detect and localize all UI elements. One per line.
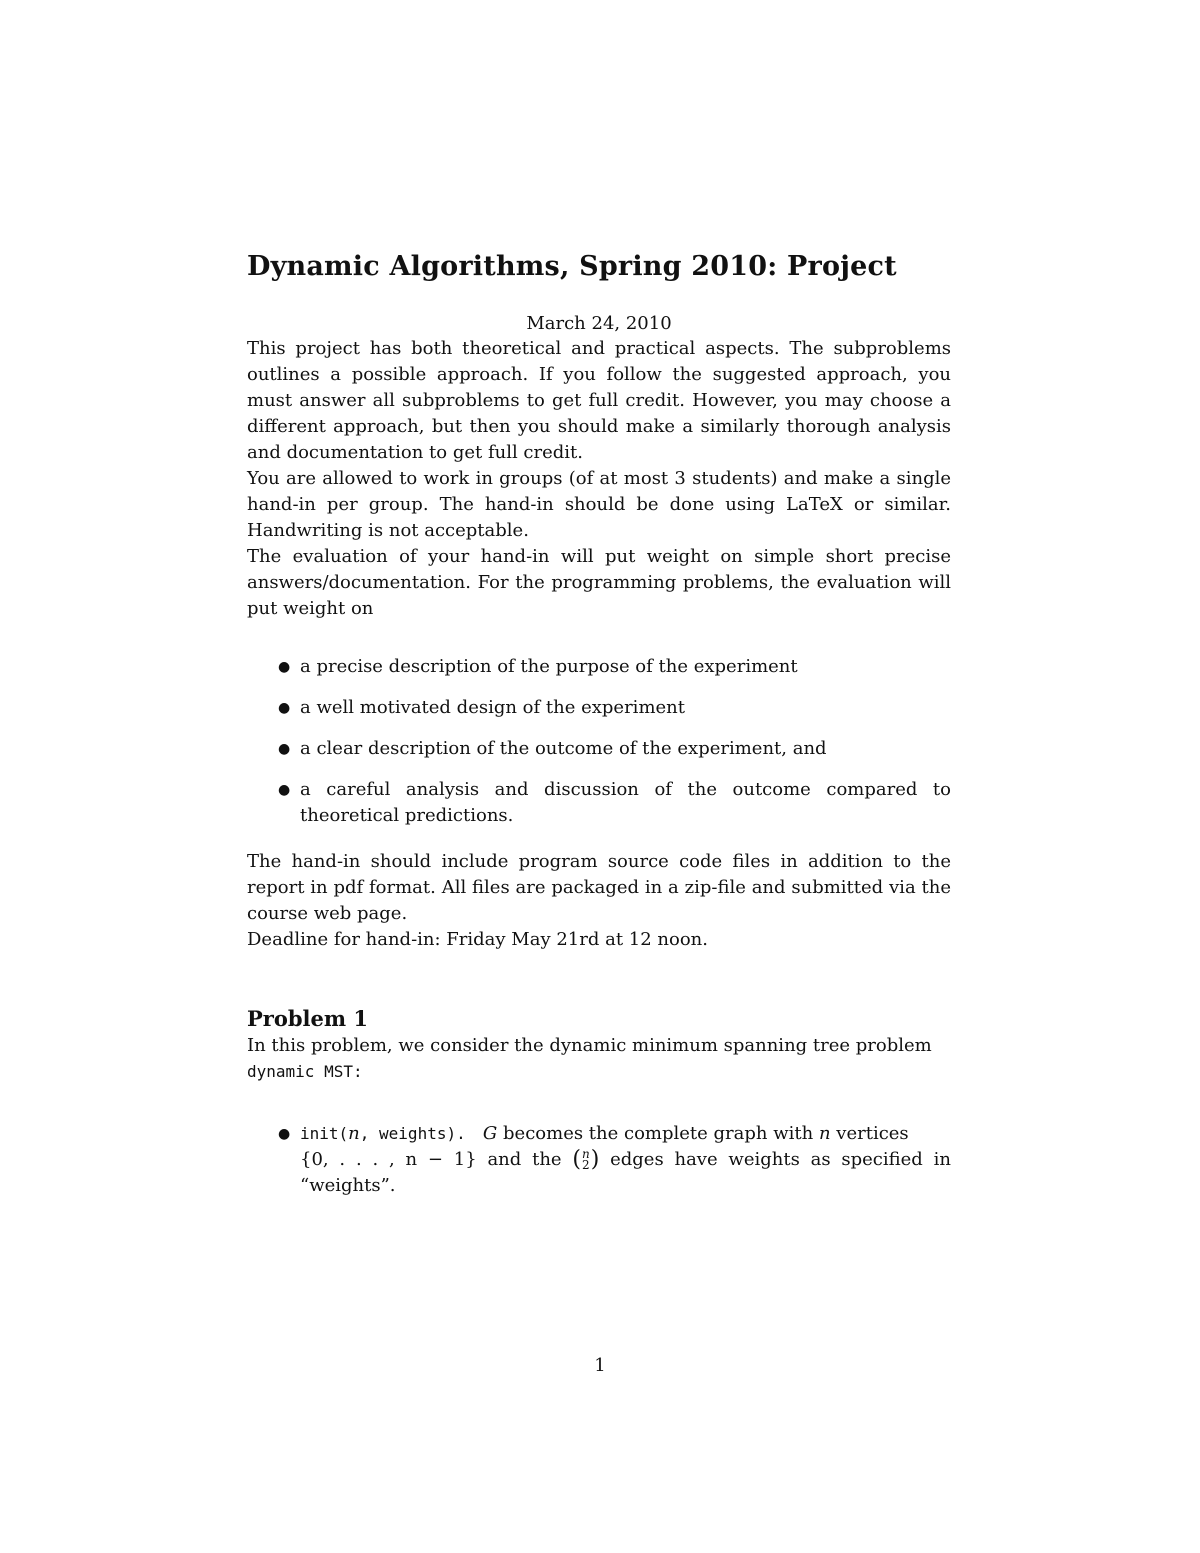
- list-item: [278, 654, 951, 680]
- page-number: 1: [594, 1355, 606, 1376]
- bullet-icon: ●: [278, 782, 291, 798]
- binom-top: n: [581, 1147, 590, 1161]
- list-item: [278, 736, 951, 762]
- op-arg-n: n: [348, 1123, 360, 1144]
- list-item-text: a careful analysis and discussion of the outcome compared to theoretical predictions.: [300, 779, 951, 826]
- paragraph-intro: This project has both theoretical and practical aspects. The subproblems outlines a possible approach. If you follow the suggested approach, you must answer all subproblems to get full credit. However, you may choose a different approach, but then you should make a similarly thorough analysis and documentation to get full credit.: [247, 338, 951, 463]
- document-date: March 24, 2010: [526, 313, 672, 334]
- problem-intro-mono: dynamic MST:: [247, 1062, 363, 1081]
- paragraph-groups: You are allowed to work in groups (of at most 3 students) and make a single hand-in per group. The hand-in should be done using LaTeX or similar. Handwriting is not acceptable.: [247, 468, 951, 541]
- problem-intro: [247, 1033, 951, 1085]
- op-text-2: vertices: [836, 1123, 909, 1144]
- evaluation-criteria-list: [247, 654, 951, 829]
- problem-heading: Problem 1: [247, 1006, 369, 1031]
- op-code: init(: [300, 1124, 349, 1143]
- paragraph-handin: The hand-in should include program source code files in addition to the report in pdf format. All files are packaged in a zip-file and submitted via the course web page.: [247, 851, 951, 924]
- var-g: G: [482, 1123, 498, 1144]
- paragraph-evaluation: The evaluation of your hand-in will put weight on simple short precise answers/documentation. For the programming problems, the evaluation will put weight on: [247, 546, 951, 619]
- list-item-text: a well motivated design of the experiment: [300, 697, 685, 718]
- list-item: ● init(n, weights). G becomes the complete graph with n vertices {0, . . . , n − 1} and the (n 2) edges have weights as specified in “weights”.: [278, 1123, 951, 1196]
- vertex-set: {0, . . . , n − 1}: [300, 1149, 477, 1170]
- binom-bottom: 2: [582, 1158, 590, 1172]
- operations-list: [247, 1121, 951, 1199]
- document-page: [247, 240, 951, 1199]
- op-text-4: edges have weights as specified in “weights”.: [300, 1149, 951, 1196]
- list-item: [278, 695, 951, 721]
- op-text-3: and the: [487, 1149, 562, 1170]
- bullet-icon: ●: [278, 700, 291, 716]
- paragraph-deadline: Deadline for hand-in: Friday May 21rd at 12 noon.: [247, 929, 708, 950]
- bullet-icon: ●: [278, 659, 291, 675]
- op-text-1: becomes the complete graph with: [503, 1123, 814, 1144]
- var-n: n: [818, 1123, 831, 1144]
- op-code-rest: , weights).: [359, 1124, 466, 1143]
- document-title: Dynamic Algorithms, Spring 2010: Project: [247, 251, 897, 282]
- binomial-coefficient: [582, 1149, 590, 1171]
- bullet-icon: ●: [278, 741, 291, 757]
- list-item-text: a clear description of the outcome of the experiment, and: [300, 738, 827, 759]
- problem-intro-text: In this problem, we consider the dynamic minimum spanning tree problem: [247, 1035, 932, 1056]
- list-item-text: a precise description of the purpose of the experiment: [300, 656, 798, 677]
- bullet-icon: ●: [278, 1126, 291, 1142]
- list-item: [278, 777, 951, 829]
